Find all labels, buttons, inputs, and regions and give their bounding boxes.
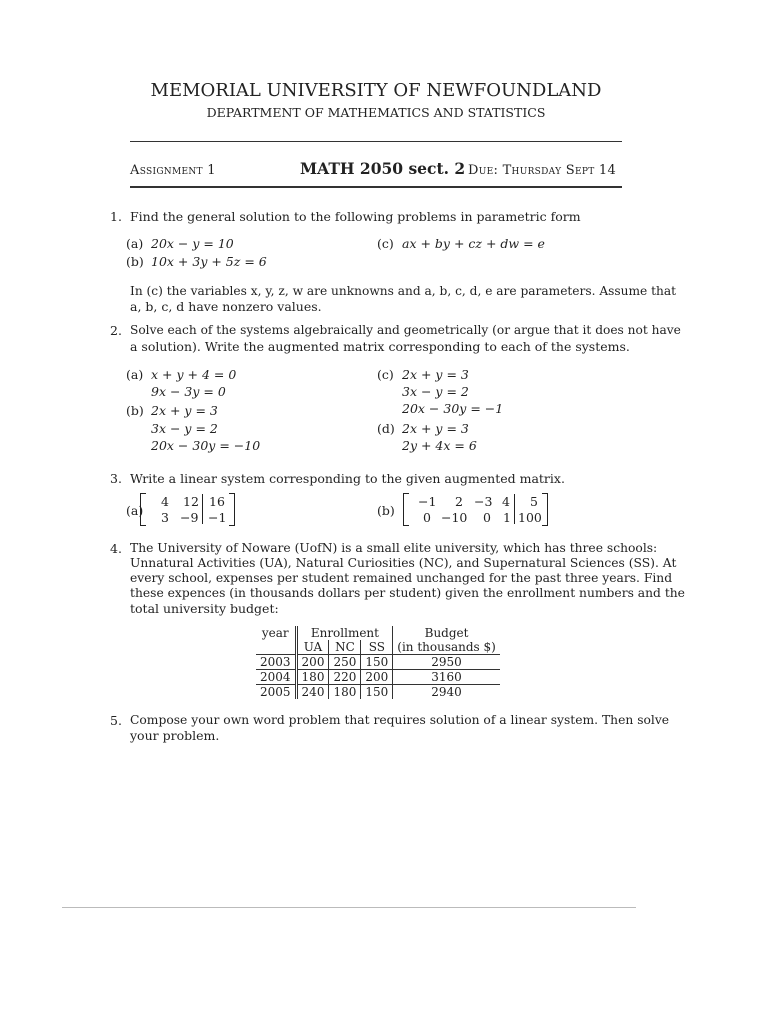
q1-c-label: (c): [377, 236, 394, 251]
year-cell: 2003: [256, 655, 296, 670]
matrix-cell: 4: [502, 494, 510, 509]
q2-b-label: (b): [126, 403, 144, 418]
table-row: [256, 670, 500, 685]
q4-line5: total university budget:: [130, 601, 279, 616]
q2-text-line1: Solve each of the systems algebraically and geometrically (or argue that it does not have: [130, 323, 681, 337]
ss-cell: 150: [361, 685, 393, 700]
q2-a-eq1: x + y + 4 = 0: [151, 367, 237, 382]
budget-unit-header: (in thousands $): [397, 640, 496, 654]
budget-table: [256, 626, 500, 699]
matrix-cell: −10: [441, 510, 468, 525]
col-ss-header: SS: [361, 640, 393, 655]
ss-cell: 150: [361, 655, 393, 670]
q2-c-eq2: 3x − y = 2: [402, 384, 469, 399]
q3-a-label: (a): [126, 503, 144, 518]
q1-b-label: (b): [126, 254, 144, 269]
matrix-cell: 2: [455, 494, 463, 509]
matrix-cell: −1: [418, 494, 437, 509]
budget-header: Budget: [424, 626, 469, 640]
matrix-cell: 0: [423, 510, 431, 525]
ua-cell: 180: [296, 670, 329, 685]
matrix-cell: 3: [161, 510, 169, 525]
q2-b-eq1: 2x + y = 3: [151, 403, 218, 418]
q4-line2: Unnatural Activities (UA), Natural Curiosities (NC), and Supernatural Sciences (SS). At: [130, 556, 677, 570]
matrix-left-bracket: [140, 493, 146, 526]
ua-cell: 200: [296, 655, 329, 670]
matrix-cell: 0: [483, 510, 491, 525]
q4-line1: The University of Noware (UofN) is a small elite university, which has three schools:: [130, 541, 658, 555]
q2-c-eq1: 2x + y = 3: [402, 367, 469, 382]
q4-line4: these expences (in thousands dollars per student) given the enrollment numbers and the: [130, 586, 685, 600]
q5-line2: your problem.: [130, 728, 220, 743]
q3-text: Write a linear system corresponding to the given augmented matrix.: [130, 471, 565, 486]
q1-a-equation: 20x − y = 10: [151, 236, 234, 251]
q1-number: 1.: [110, 209, 122, 224]
q1-a-label: (a): [126, 236, 144, 251]
q2-c-eq3: 20x − 30y = −1: [402, 401, 504, 416]
q5-number: 5.: [110, 713, 122, 728]
matrix-cell: 1: [503, 510, 511, 525]
q2-c-label: (c): [377, 367, 394, 382]
q2-d-eq1: 2x + y = 3: [402, 421, 469, 436]
q4-line3: every school, expenses per student remained unchanged for the past three years. Find: [130, 571, 673, 585]
col-ua-header: UA: [296, 640, 329, 655]
q3-b-label: (b): [377, 503, 395, 518]
q1-b-equation: 10x + 3y + 5z = 6: [151, 254, 267, 269]
budget-cell: 3160: [393, 670, 500, 685]
assignment-label: Assignment 1: [130, 163, 216, 178]
q1-note-line2: a, b, c, d have nonzero values.: [130, 299, 322, 314]
q1-text: Find the general solution to the following problems in parametric form: [130, 209, 581, 224]
table-row: [256, 655, 500, 670]
ss-cell: 200: [361, 670, 393, 685]
matrix-cell: 5: [530, 494, 538, 509]
q2-a-eq2: 9x − 3y = 0: [151, 384, 226, 399]
col-nc-header: NC: [329, 640, 361, 655]
nc-cell: 220: [329, 670, 361, 685]
matrix-cell: 4: [161, 494, 169, 509]
q2-a-label: (a): [126, 367, 144, 382]
due-label: Due: Thursday Sept 14: [468, 163, 617, 178]
enrollment-header: Enrollment: [296, 626, 393, 640]
matrix-cell: 12: [183, 494, 199, 509]
header-rule-bottom: [130, 186, 622, 188]
q2-number: 2.: [110, 323, 122, 338]
matrix-cell: −3: [474, 494, 493, 509]
matrix-cell: 100: [518, 510, 542, 525]
course-label: MATH 2050 sect. 2: [300, 159, 466, 178]
augment-bar: [514, 494, 515, 524]
q3-number: 3.: [110, 471, 122, 486]
q4-number: 4.: [110, 541, 122, 556]
university-title: MEMORIAL UNIVERSITY OF NEWFOUNDLAND: [150, 80, 602, 101]
matrix-cell: 16: [209, 494, 225, 509]
q2-b-eq3: 20x − 30y = −10: [151, 438, 261, 453]
q5-line1: Compose your own word problem that requires solution of a linear system. Then solve: [130, 713, 670, 727]
header-rule-top: [130, 141, 622, 142]
year-cell: 2005: [256, 685, 296, 700]
matrix-left-bracket: [403, 493, 409, 526]
nc-cell: 250: [329, 655, 361, 670]
matrix-right-bracket: [229, 493, 235, 526]
nc-cell: 180: [329, 685, 361, 700]
footer-rule: [62, 907, 636, 908]
matrix-right-bracket: [542, 493, 548, 526]
q1-c-equation: ax + by + cz + dw = e: [402, 236, 545, 251]
matrix-cell: −9: [180, 510, 199, 525]
q1-note-line1: In (c) the variables x, y, z, w are unknowns and a, b, c, d, e are parameters. Assume that: [130, 284, 677, 298]
budget-cell: 2940: [393, 685, 500, 700]
q2-d-label: (d): [377, 421, 395, 436]
year-cell: 2004: [256, 670, 296, 685]
department-title: DEPARTMENT OF MATHEMATICS AND STATISTICS: [206, 105, 546, 120]
q2-text-line2: a solution). Write the augmented matrix corresponding to each of the systems.: [130, 339, 630, 354]
table-row: [256, 685, 500, 700]
year-header: year: [256, 626, 296, 640]
augment-bar: [202, 494, 203, 524]
ua-cell: 240: [296, 685, 329, 700]
q2-d-eq2: 2y + 4x = 6: [402, 438, 477, 453]
matrix-cell: −1: [208, 510, 227, 525]
budget-cell: 2950: [393, 655, 500, 670]
q2-b-eq2: 3x − y = 2: [151, 421, 218, 436]
